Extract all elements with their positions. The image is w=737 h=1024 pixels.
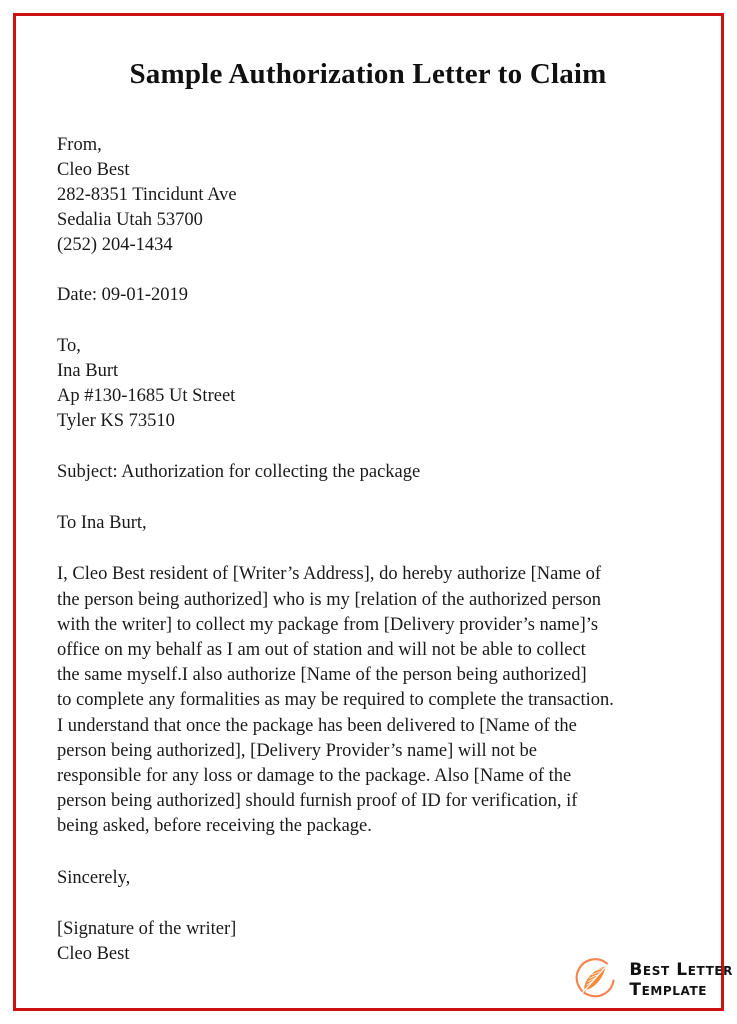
brand-line-2: Template [629,979,708,1000]
subject-block [57,460,693,485]
spacer [57,891,693,917]
spacer [57,434,693,460]
spacer [57,485,693,511]
sender-from-label: From, [57,135,102,156]
recipient-city-state-zip: Tyler KS 73510 [57,411,175,432]
body-line: with the writer] to collect my package from [Delivery provider’s name]’s [57,614,599,635]
body-line: the same myself.I also authorize [Name of the person being authorized] [57,665,587,686]
page-title: Sample Authorization Letter to Claim [129,58,607,90]
letter-content [57,58,693,994]
spacer [57,308,693,334]
closing-block [57,866,693,891]
recipient-street: Ap #130-1685 Ut Street [57,386,236,407]
letter-body [57,562,693,839]
date-block [57,283,693,308]
sender-city-state-zip: Sedalia Utah 53700 [57,210,203,231]
spacer [57,840,693,866]
salutation-block [57,511,693,536]
brand-wordmark [629,961,733,999]
recipient-name: Ina Burt [57,361,119,382]
signature-placeholder: [Signature of the writer] [57,918,237,939]
body-line: being asked, before receiving the package. [57,816,372,837]
sender-address-block [57,133,693,258]
body-line: to complete any formalities as may be required to complete the transaction. [57,690,614,711]
quill-feather-in-circle-icon [569,954,621,1006]
recipient-address-block [57,334,693,434]
sender-phone: (252) 204-1434 [57,235,173,256]
recipient-to-label: To, [57,336,81,357]
body-line: person being authorized], [Delivery Provider’s name] will not be [57,740,538,761]
body-line: office on my behalf as I am out of station and will not be able to collect [57,639,586,660]
brand-line-1: Best Letter [629,960,733,981]
brand-logo [569,954,733,1006]
signer-name: Cleo Best [57,943,130,964]
body-line: I, Cleo Best resident of [Writer’s Address], do hereby authorize [Name of [57,564,601,585]
sender-name: Cleo Best [57,160,130,181]
body-line: I understand that once the package has been delivered to [Name of the [57,715,577,736]
date-line: Date: 09-01-2019 [57,285,189,306]
spacer [57,258,693,283]
subject-line: Subject: Authorization for collecting the package [57,462,421,483]
closing-sincerely: Sincerely, [57,867,131,888]
body-line: person being authorized] should furnish proof of ID for verification, if [57,791,578,812]
body-line: the person being authorized] who is my [relation of the authorized person [57,589,602,610]
body-line: responsible for any loss or damage to the package. Also [Name of the [57,765,572,786]
spacer [57,536,693,562]
sender-street: 282-8351 Tincidunt Ave [57,185,237,206]
salutation-line: To Ina Burt, [57,513,147,534]
